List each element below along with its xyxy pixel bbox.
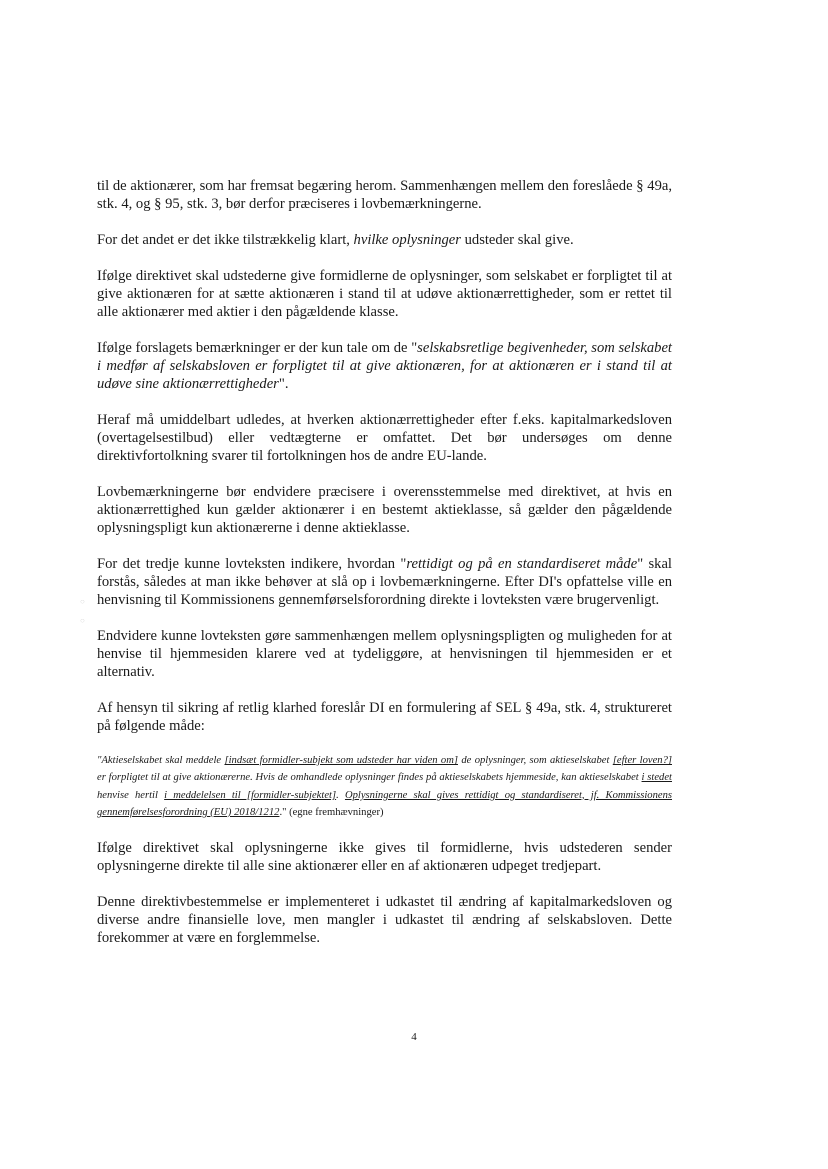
paragraph: For det andet er det ikke tilstrækkelig klart, hvilke oplysninger udsteder skal give.: [97, 232, 574, 248]
paragraph: Heraf må umiddelbart udledes, at hverken aktionærrettigheder efter f.eks. kapitalmarkedsloven (overtagelsestilbud) eller vedtægterne er omfattet. Det bør undersøges om denne direktivfortolkning svarer til fortolkningen hos de andre EU-lande.: [97, 412, 672, 464]
paragraph: Ifølge direktivet skal oplysningerne ikke gives til formidlerne, hvis udstederen sender oplysningerne direkte til alle sine aktionærer eller en af aktionæren udpeget tredjepart.: [97, 840, 672, 875]
emphasis: selskabsretlige begivenheder, som selskabet i medfør af selskabsloven er forpligtet til at give aktionæren, for at aktionæren er i stand til at udøve sine aktionærrettigheder: [97, 340, 672, 392]
paragraph: Ifølge direktivet skal udstederne give formidlerne de oplysninger, som selskabet er forpligtet til at give aktionæren for at sætte aktionæren i stand til at udøve aktionærrettigheder, som er rettet til alle aktionærer med aktier i den pågældende klasse.: [97, 268, 672, 320]
paragraph: Af hensyn til sikring af retlig klarhed foreslår DI en formulering af SEL § 49a, stk. 4, struktureret på følgende måde:: [97, 700, 672, 734]
page-number: 4: [411, 1031, 417, 1043]
paragraph: Ifølge forslagets bemærkninger er der kun tale om de "selskabsretlige begivenheder, som selskabet i medfør af selskabsloven er forpligtet til at give aktionæren, for at aktionæren er i stand til at udøve sine aktionærrettigheder".: [97, 340, 672, 392]
paragraph: Lovbemærkningerne bør endvidere præcisere i overensstemmelse med direktivet, at hvis en aktionærrettighed kun gælder aktionærer i en bestemt aktieklasse, så gælder den pågældende oplysningspligt kun aktionærerne i denne aktieklasse.: [97, 484, 672, 536]
paragraph: til de aktionærer, som har fremsat begæring herom. Sammenhængen mellem den foreslåede § 49a, stk. 4, og § 95, stk. 3, bør derfor præciseres i lovbemærkningerne.: [97, 178, 672, 212]
margin-mark: ○: [80, 597, 85, 606]
proposed-wording-quote: "Aktieselskabet skal meddele [indsæt formidler-subjekt som udsteder har viden om] de oplysninger, som aktieselskabet [efter loven?] er forpligtet til at give aktionærerne. Hvis de omhandlede oplysninger findes på aktieselskabets hjemmeside, kan aktieselskabet i stedet henvise hertil i meddelelsen til [formidler-subjektet]. Oplysningerne skal gives rettidigt og standardiseret, jf. Kommissionens gennemførelsesforordning (EU) 2018/1212." (egne fremhævninger): [97, 755, 673, 818]
document-body: [97, 177, 672, 947]
paragraph: Denne direktivbestemmelse er implementeret i udkastet til ændring af kapitalmarkedsloven og diverse andre finansielle love, men mangler i udkastet til ændring af selskabsloven. Dette forekommer at være en forglemmelse.: [97, 894, 672, 947]
emphasis: hvilke oplysninger: [353, 232, 461, 248]
emphasis: rettidigt og på en standardiseret måde: [406, 556, 638, 572]
paragraph: Endvidere kunne lovteksten gøre sammenhængen mellem oplysningspligten og muligheden for at henvise til hjemmesiden klarere ved at tydeliggøre, at henvisningen til hjemmesiden er et alternativ.: [97, 628, 672, 680]
paragraph: For det tredje kunne lovteksten indikere, hvordan "rettidigt og på en standardiseret måde" skal forstås, således at man ikke behøver at slå op i lovbemærkningerne. Efter DI's opfattelse ville en henvisning til Kommissionens gennemførselsforordning direkte i lovteksten være brugervenligt.: [97, 556, 672, 608]
margin-mark: ○: [80, 616, 85, 625]
